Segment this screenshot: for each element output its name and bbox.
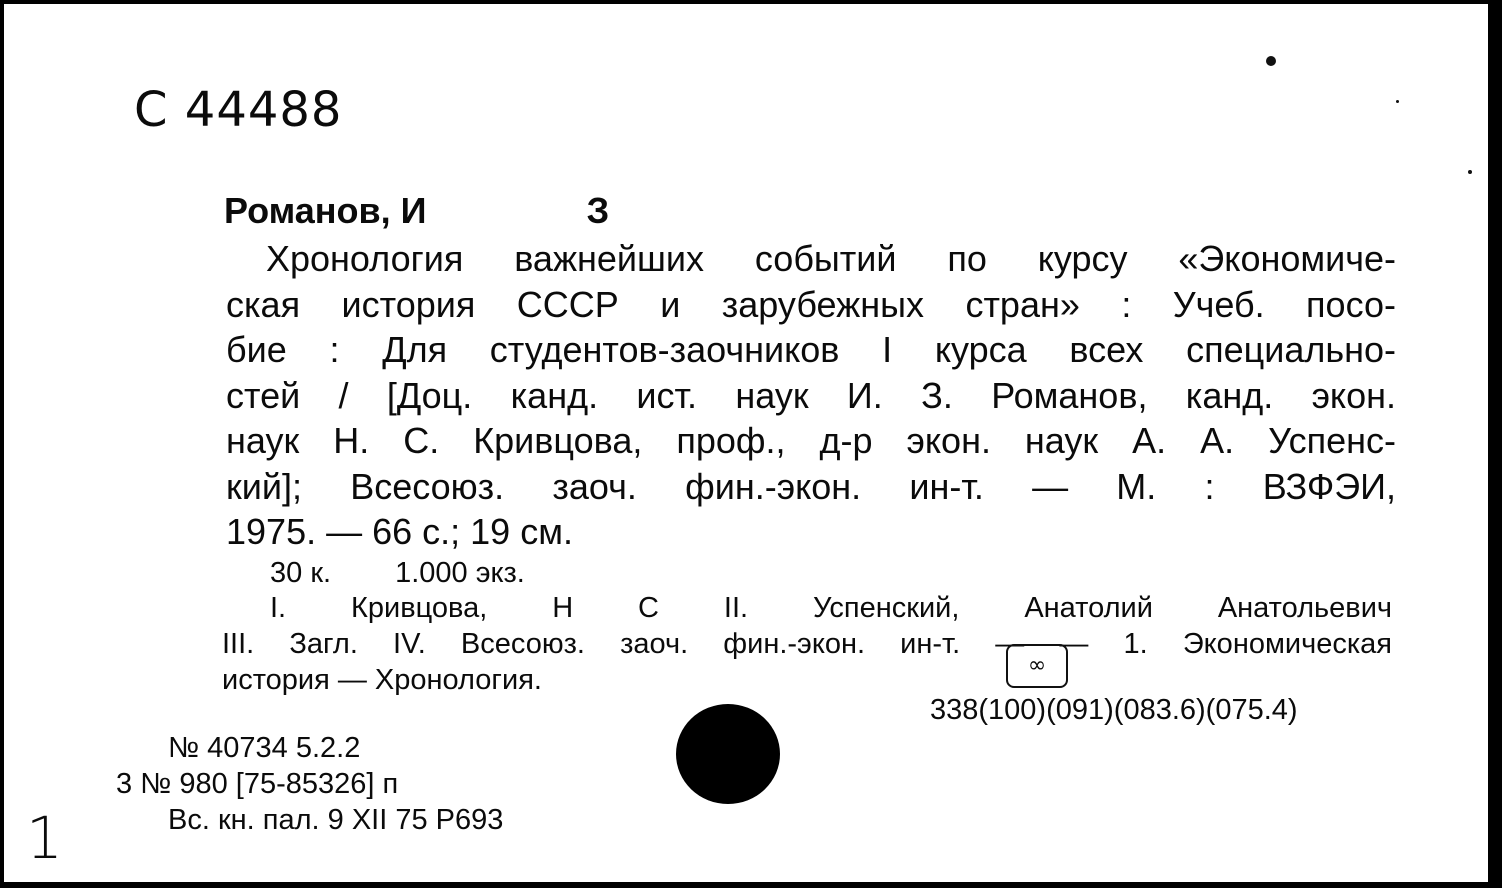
speck [1468,170,1472,174]
catalog-card [4,4,1488,882]
tracing-line: I. Кривцова, Н С II. Успенский, Анатолий Анатольевич [270,592,1392,624]
description-line: ская история СССР и зарубежных стран» : Учеб. посо- [226,283,1396,325]
tracings [222,590,1392,698]
tracing-line: история — Хронология. [222,664,542,696]
description-line: стей / [Доц. канд. ист. наук И. З. Романов, канд. экон. [226,374,1396,416]
registration-line: № 40734 5.2.2 [168,732,361,764]
tracing-line: III. Загл. IV. Всесоюз. заоч. фин.-экон. ин-т. — — 1. Экономическая [222,628,1392,660]
speck [1396,100,1399,103]
description-line: наук Н. С. Кривцова, проф., д-р экон. наук А. А. Успенс- [226,420,1396,461]
copies: 1.000 экз. [395,557,525,589]
description-line: 1975. — 66 с.; 19 см. [226,511,573,552]
speck [1266,56,1276,66]
author-heading [224,190,609,232]
registration-line: 3 № 980 [75-85326] п [116,768,399,800]
price-copies [270,557,525,590]
bibliographic-description [226,236,1396,555]
handwritten-annotation: ∞ [1006,644,1068,688]
registration-line: Вс. кн. пал. 9 XII 75 Р693 [168,804,504,836]
corner-mark: 1 [26,804,63,872]
udc-index: 338(100)(091)(083.6)(075.4) [930,694,1298,726]
author-initial: З [586,190,610,231]
call-number: С 44488 [134,82,343,138]
description-line: Хронология важнейших событий по курсу «Экономиче- [266,238,1396,279]
price: 30 к. [270,557,332,589]
description-line: бие : Для студентов-заочников I курса всех специально- [226,329,1396,370]
description-line: кий]; Всесоюз. заоч. фин.-экон. ин-т. — М. : ВЗФЭИ, [226,465,1396,507]
punch-hole [676,704,780,804]
author-name: Романов, И [224,190,427,231]
